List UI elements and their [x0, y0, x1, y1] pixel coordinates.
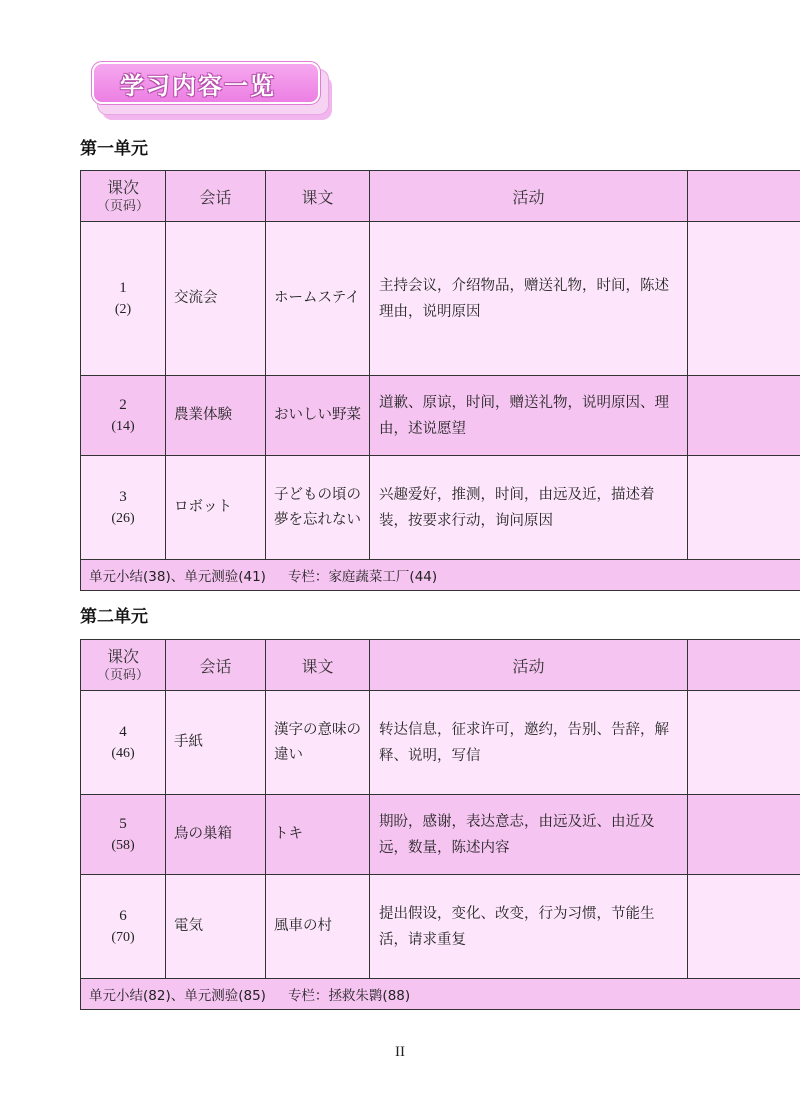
lesson-number: 2	[119, 396, 127, 413]
activity-cell: 道歉、原谅，时间，赠送礼物，说明原因、理由，述说愿望	[370, 376, 688, 456]
page-title: 学习内容一览	[120, 71, 276, 100]
column-label: 专栏：	[287, 569, 329, 585]
banner-main	[92, 62, 320, 104]
header-text: 课文	[266, 640, 370, 691]
conversation-cell: 電気	[166, 875, 266, 979]
lesson-page: (46)	[111, 745, 135, 761]
conversation-cell: 農業体験	[166, 376, 266, 456]
unit-2-heading: 第二单元	[80, 607, 148, 627]
activity-cell: 转达信息，征求许可，邀约，告别、告辞，解释、说明，写信	[370, 691, 688, 795]
lesson-number-cell	[81, 456, 166, 560]
lesson-number-cell	[81, 691, 166, 795]
activity-cell: 提出假设，变化、改变，行为习惯，节能生活，请求重复	[370, 875, 688, 979]
activity-cell: 主持会议，介绍物品，赠送礼物，时间，陈述理由，说明原因	[370, 222, 688, 376]
lesson-number: 6	[119, 907, 127, 924]
header-lesson	[81, 171, 166, 222]
page-number: II	[395, 1044, 405, 1060]
lesson-page: (58)	[111, 837, 135, 853]
extra-cell	[688, 456, 800, 560]
lesson-number-cell	[81, 376, 166, 456]
header-extra	[688, 171, 800, 222]
extra-cell	[688, 795, 800, 875]
table-header-row	[81, 640, 800, 691]
unit-1-table	[80, 170, 800, 591]
text-cell: 子どもの頃の夢を忘れない	[266, 456, 370, 560]
column-label: 专栏：	[287, 988, 329, 1004]
lesson-page: (70)	[111, 929, 135, 945]
header-activity: 活动	[370, 171, 688, 222]
extra-cell	[688, 691, 800, 795]
unit-summary-cell	[81, 979, 800, 1010]
extra-cell	[688, 875, 800, 979]
extra-cell	[688, 376, 800, 456]
table-row	[81, 691, 800, 795]
header-lesson-label: 课次	[106, 646, 139, 666]
activity-cell: 期盼，感谢，表达意志，由远及近、由近及远，数量，陈述内容	[370, 795, 688, 875]
unit-summary-row	[81, 560, 800, 591]
text-cell: おいしい野菜	[266, 376, 370, 456]
unit-1-heading: 第一单元	[80, 139, 148, 159]
unit-summary-cell	[81, 560, 800, 591]
column-title: 家庭蔬菜工厂(44)	[328, 569, 438, 585]
lesson-number-cell	[81, 875, 166, 979]
text-cell: 漢字の意味の違い	[266, 691, 370, 795]
lesson-number: 1	[119, 279, 127, 296]
header-page-label: （页码）	[96, 667, 149, 683]
unit-summary: 单元小结(38)、单元测验(41)	[89, 569, 266, 585]
header-activity: 活动	[370, 640, 688, 691]
lesson-number: 5	[119, 815, 127, 832]
unit-2-table	[80, 639, 800, 1010]
conversation-cell: 鳥の巣箱	[166, 795, 266, 875]
header-lesson	[81, 640, 166, 691]
table-row	[81, 222, 800, 376]
unit-summary-row	[81, 979, 800, 1010]
lesson-page: (26)	[111, 510, 135, 526]
lesson-page: (2)	[114, 301, 132, 317]
table-row	[81, 456, 800, 560]
page-title-banner	[92, 62, 338, 122]
lesson-number: 3	[119, 488, 127, 505]
lesson-number-cell	[81, 222, 166, 376]
header-conversation: 会话	[166, 171, 266, 222]
conversation-cell: 交流会	[166, 222, 266, 376]
header-extra	[688, 640, 800, 691]
lesson-page: (14)	[111, 418, 135, 434]
lesson-number-cell	[81, 795, 166, 875]
text-cell: 風車の村	[266, 875, 370, 979]
header-lesson-label: 课次	[106, 177, 139, 197]
unit-summary: 单元小结(82)、单元测验(85)	[89, 988, 266, 1004]
text-cell: ホームステイ	[266, 222, 370, 376]
table-header-row	[81, 171, 800, 222]
extra-cell	[688, 222, 800, 376]
column-title: 拯救朱鹮(88)	[328, 988, 411, 1004]
table-row	[81, 875, 800, 979]
text-cell: トキ	[266, 795, 370, 875]
header-text: 课文	[266, 171, 370, 222]
conversation-cell: 手紙	[166, 691, 266, 795]
header-page-label: （页码）	[96, 198, 149, 214]
activity-cell: 兴趣爱好，推测，时间，由远及近，描述着装，按要求行动，询问原因	[370, 456, 688, 560]
header-conversation: 会话	[166, 640, 266, 691]
conversation-cell: ロボット	[166, 456, 266, 560]
table-row	[81, 795, 800, 875]
table-row	[81, 376, 800, 456]
lesson-number: 4	[119, 723, 127, 740]
